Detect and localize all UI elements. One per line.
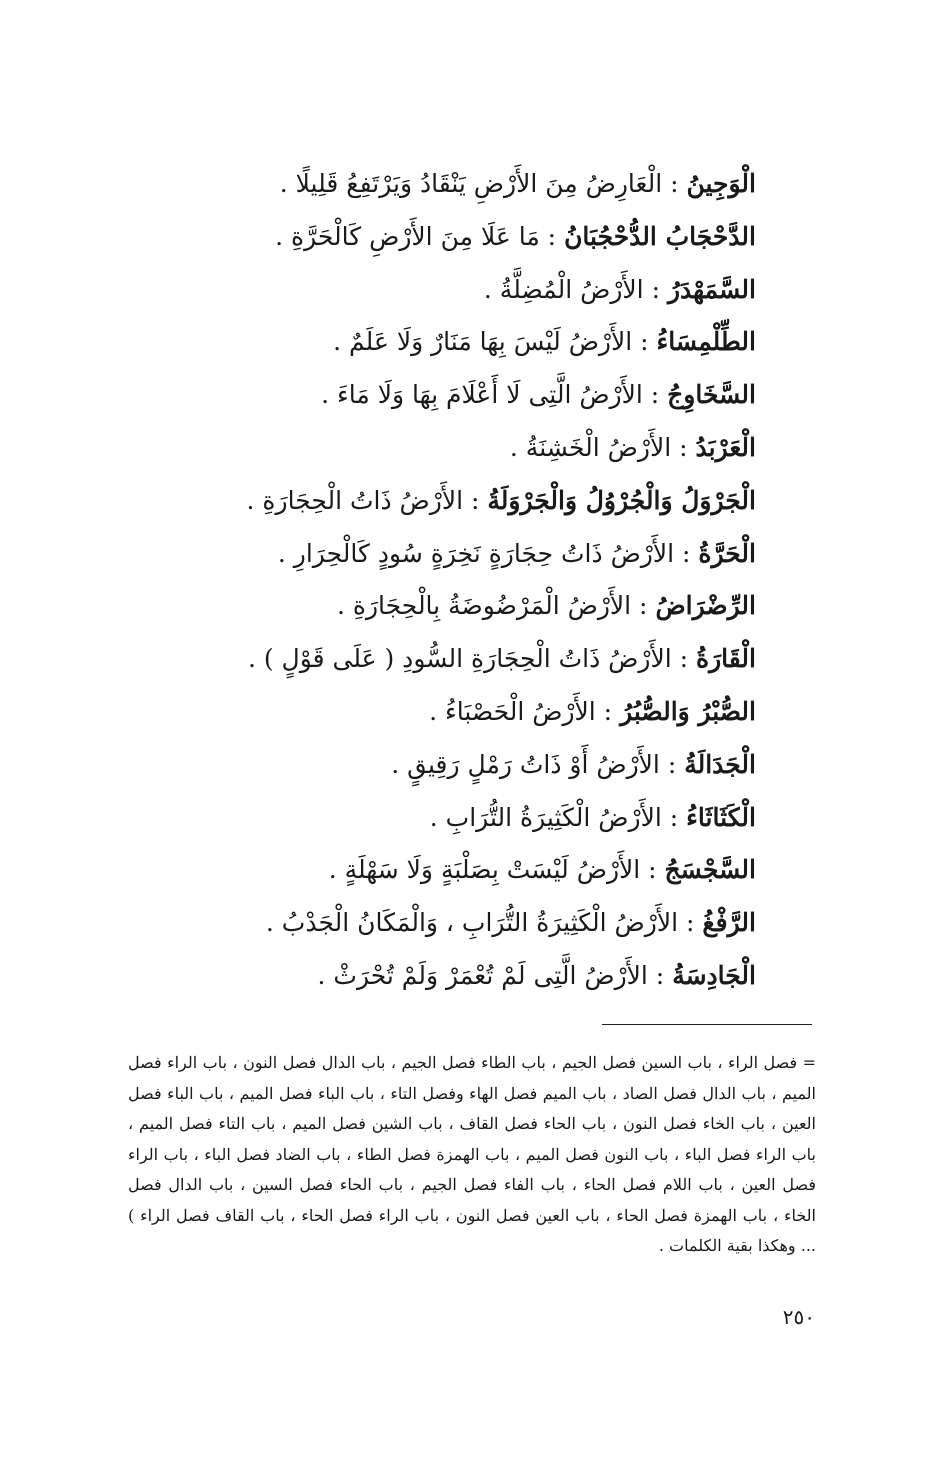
entry [156, 475, 756, 528]
entry [156, 158, 756, 211]
entry-term: الْحَرَّةُ [698, 538, 756, 568]
entry-term: الدَّحْجَابُ الدُّحْجُبَانُ [564, 221, 756, 251]
entry-definition: : الأَرْضُ الْخَشِنَةُ . [509, 432, 696, 462]
entry [156, 950, 756, 1003]
entry-term: الْوَجِينُ [686, 169, 756, 198]
entry-term: الْجَرْوَلُ وَالْجُرْوُلُ وَالْجَرْوَلَةُ [487, 485, 756, 515]
entry [156, 739, 756, 792]
entry-definition: : الْعَارِضُ مِنَ الأَرْضِ يَنْقَادُ وَيَرْتَفِعُ قَلِيلًا . [279, 169, 687, 198]
entry-term: الْجَدَالَةُ [684, 749, 756, 779]
entry-term: الصُّبْرُ وَالصُّبُرُ [620, 696, 756, 726]
entry-definition: : الأَرْضُ ذَاتُ الْحِجَارَةِ السُّودِ ( عَلَى قَوْلٍ ) . [247, 644, 696, 674]
entry-term: السَّجْسَجُ [664, 855, 756, 885]
entry-definition: : الأَرْضُ الْكَثِيرَةُ التُّرَابِ ، وَالْمَكَانُ الْجَدْبُ . [265, 908, 703, 938]
entry [156, 422, 756, 475]
entry-term: الْعَرْبَدُ [695, 432, 756, 462]
entry [156, 897, 756, 950]
entry-term: السَّمَهْدَرُ [667, 274, 756, 304]
footnote: = فصل الراء ، باب السين فصل الجيم ، باب الطاء فصل الجيم ، باب الدال فصل النون ، باب الراء فصل الميم ، باب الدال فصل الصاد ، باب الميم فصل الهاء وفصل التاء ، باب الباء فصل الميم ، باب الباء فصل العين ، باب الخاء فصل النون ، باب الحاء فصل القاف ، باب الشين فصل الميم ، باب التاء فصل الميم ، باب الراء فصل الباء ، باب النون فصل الميم ، باب الهمزة فصل الطاء ، باب الضاد فصل الباء ، باب الراء فصل العين ، باب اللام فصل الحاء ، باب الفاء فصل الجيم ، باب الحاء فصل السين ، باب الدال فصل الخاء ، باب الهمزة فصل الحاء ، باب العين فصل النون ، باب الراء فصل الحاء ، باب القاف فصل الراء ) ... وهكذا بقية الكلمات . [128, 1053, 817, 1255]
entry-definition: : الأَرْضُ أَوْ ذَاتُ رَمْلٍ رَقِيقٍ . [391, 749, 685, 779]
entry-definition: : الأَرْضُ الَّتِى لَا أَعْلَامَ بِهَا وَلَا مَاءَ . [321, 380, 668, 410]
entry [156, 633, 756, 686]
entry [156, 580, 756, 633]
entry [156, 369, 756, 422]
entry-term: الْكَثَاثَاءُ [686, 802, 756, 832]
entry-term: الطِّلْمِسَاءُ [656, 327, 756, 357]
entry [156, 528, 756, 581]
entries-list [156, 158, 756, 1003]
entry-definition: : الأَرْضُ الْمَرْضُوضَةُ بِالْحِجَارَةِ . [336, 591, 656, 621]
entry-definition: : الأَرْضُ لَيْسَتْ بِصَلْبَةٍ وَلَا سَهْلَةٍ . [328, 855, 665, 885]
entry-definition: : الأَرْضُ الْحَصْبَاءُ . [429, 696, 621, 726]
entry [156, 211, 756, 264]
page-number: ٢٥٠ [782, 1305, 815, 1329]
entry-term: الْجَادِسَةُ [672, 960, 756, 990]
entry-definition: : الأَرْضُ ذَاتُ حِجَارَةٍ نَخِرَةٍ سُودٍ كَالْحِرَارِ . [277, 538, 699, 568]
footnote-separator [602, 1024, 812, 1025]
entry [156, 792, 756, 845]
entry-term: السَّخَاوِجُ [667, 380, 756, 410]
entry-definition: : الأَرْضُ الَّتِى لَمْ تُعْمَرْ وَلَمْ تُحْرَثْ . [317, 960, 673, 990]
entry-definition: : الأَرْضُ الْكَثِيرَةُ التُّرَابِ . [429, 802, 687, 832]
entry-term: الرَّفْغُ [702, 908, 756, 938]
entry-definition: : الأَرْضُ ذَاتُ الْحِجَارَةِ . [246, 485, 488, 515]
entry-definition: : الأَرْضُ الْمُضِلَّةُ . [483, 274, 668, 304]
entry-definition: : الأَرْضُ لَيْسَ بِهَا مَنَارٌ وَلَا عَلَمٌ . [333, 327, 657, 357]
entry-definition: : مَا عَلَا مِنَ الأَرْضِ كَالْحَرَّةِ . [275, 221, 565, 251]
entry [156, 264, 756, 317]
entry-term: الْقَارَةُ [696, 644, 756, 674]
entry-term: الرِّضْرَاضُ [655, 591, 756, 621]
entry [156, 686, 756, 739]
entry [156, 844, 756, 897]
entry [156, 316, 756, 369]
